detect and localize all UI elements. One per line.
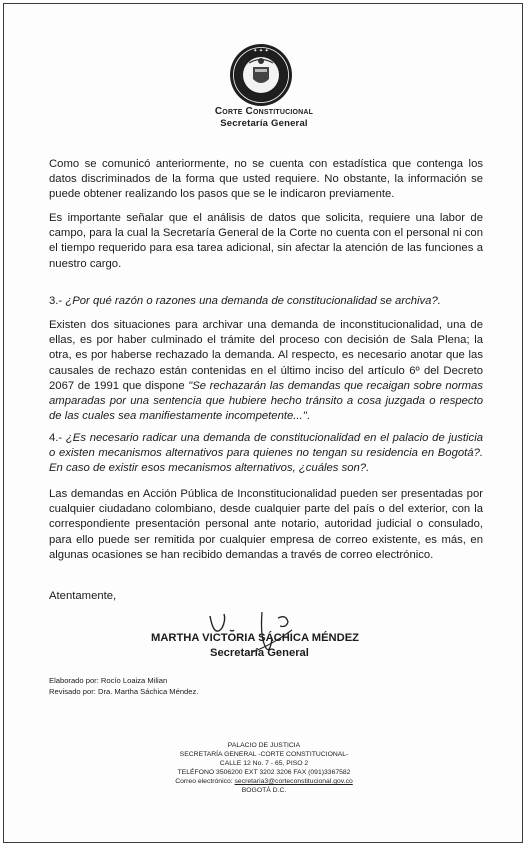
footer-email-link[interactable]: secretaria3@corteconstitucional.gov.co (234, 778, 353, 785)
office-name: Secretaría General (220, 118, 308, 129)
answer-3-end: . (306, 410, 310, 423)
court-seal-icon (229, 43, 293, 107)
answer-4: Las demandas en Acción Pública de Inconstitucionalidad pueden ser presentadas por cualquier ciudadano colombiano, desde cualquier parte del país o del exterior, con la correspondiente presentación personal ante notario, autoridad judicial o consulado, para ello puede ser remitida por cualquier empresa de correo existente, es más, en algunas ocasiones se han recibido demandas a través de correo electrónico. (49, 488, 483, 561)
question-3-text: ¿Por qué razón o razones una demanda de constitucionalidad se archiva?. (65, 295, 441, 307)
svg-text:✦ ✦ ✦: ✦ ✦ ✦ (253, 48, 269, 54)
footer-line-2: SECRETARÍA GENERAL -CORTE CONSTITUCIONAL- (179, 751, 349, 758)
question-3 (49, 294, 483, 309)
reviewed-by: Revisado por: Dra. Martha Sáchica Méndez. (49, 687, 199, 696)
prepared-by: Elaborado por: Rocío Loaiza Milian (49, 676, 168, 685)
institution-name: Corte Constitucional (214, 106, 314, 117)
footer-line-1: PALACIO DE JUSTICIA (227, 742, 301, 749)
answer-3-text: Existen dos situaciones para archivar una demanda de inconstitucionalidad, una de ellas, es por haber culminado el trámite del proceso con decisión de Sala Plena; la otra, es por haberse rechazado la demanda. Al respecto, es necesario anotar que las causales de rechazo están contenidas en el último inciso del artículo 6º del Decreto 2067 de 1991 que dispone (49, 319, 483, 392)
closing-salutation: Atentamente, (49, 590, 117, 602)
question-4-text: ¿Es necesario radicar una demanda de constitucionalidad en el palacio de justicia o existen mecanismos alternativos para quienes no tengan su residencia en Bogotá?. En caso de existir esos mecanismos alternativos, ¿cuáles son?. (49, 432, 483, 475)
signatory-name: MARTHA VICTORIA SÁCHICA MÉNDEZ (151, 632, 359, 644)
answer-3-quote: "Se rechazarán las demandas que recaigan sobre normas amparadas por una sentencia que hubiere hecho tránsito a cosa juzgada o respecto de las cuales sea manifiestamente incompetente..." (49, 379, 483, 423)
question-4 (49, 431, 483, 477)
footer-line-3: CALLE 12 No. 7 - 65, PISO 2 (219, 760, 309, 767)
signatory-role: Secretaría General (210, 647, 309, 659)
answer-3 (49, 318, 483, 424)
question-4-number: 4.- (49, 432, 66, 444)
question-3-number: 3.- (49, 295, 66, 307)
footer-email-label: Correo electrónico: (175, 778, 235, 785)
footer-line-6: BOGOTÁ D.C. (241, 787, 287, 794)
footer-line-4: TELÉFONO 3506200 EXT 3202 3206 FAX (091)3367582 (177, 769, 351, 776)
paragraph-field-work: Es importante señalar que el análisis de datos que solicita, requiere una labor de campo, para la cual la Secretaría General de la Corte no cuenta con el personal ni con el tiempo requerido para esa tarea adicional, sin afectar la atención de las funciones a nuestro cargo. (49, 212, 483, 270)
footer-email-line (0, 777, 528, 786)
paragraph-statistics: Como se comunicó anteriormente, no se cuenta con estadística que contenga los datos discriminados de la forma que usted requiere. No obstante, la información se puede obtener realizando los pasos que se le indicaron previamente. (49, 158, 483, 201)
